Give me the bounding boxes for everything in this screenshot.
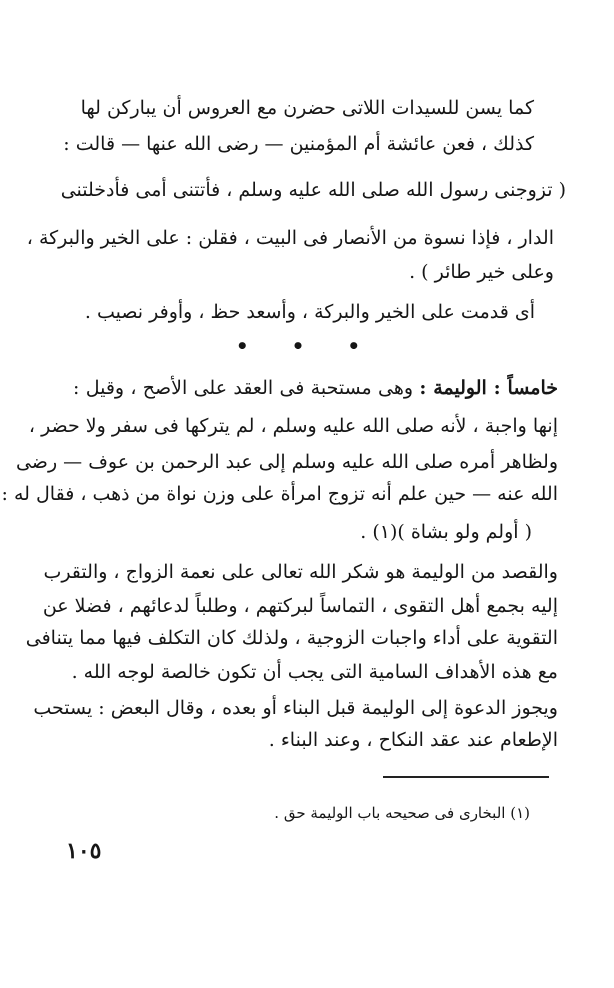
- text-line-17: الإطعام عند عقد النكاح ، وعند البناء .: [268, 729, 558, 751]
- text-line-2: كذلك ، فعن عائشة أم المؤمنين — رضى الله عنها — قالت :: [63, 133, 534, 155]
- text-line-15: مع هذه الأهداف السامية التى يجب أن تكون خالصة لوجه الله .: [71, 661, 558, 683]
- text-line-12: والقصد من الوليمة هو شكر الله تعالى على نعمة الزواج ، والتقرب: [43, 561, 558, 583]
- text-line-14: التقوية على أداء واجبات الزوجية ، ولذلك كان التكلف فيها مما يتنافى: [25, 627, 558, 649]
- text-line-3: ( تزوجنى رسول الله صلى الله عليه وسلم ، فأتتنى أمى فأدخلتنى: [60, 179, 566, 201]
- text-line-5: وعلى خير طائر ) .: [409, 261, 554, 283]
- text-line-10: الله عنه — حين علم أنه تزوج امرأة على وزن نواة من ذهب ، فقال له :: [1, 483, 558, 505]
- text-line-6: أى قدمت على الخير والبركة ، وأسعد حظ ، وأوفر نصيب .: [84, 301, 535, 323]
- text-line-4: الدار ، فإذا نسوة من الأنصار فى البيت ، فقلن : على الخير والبركة ،: [26, 227, 554, 249]
- section-separator: • • •: [235, 334, 379, 358]
- text-line-16: ويجوز الدعوة إلى الوليمة قبل البناء أو بعده ، وقال البعض : يستحب: [33, 697, 558, 719]
- footnote: (١) البخارى فى صحيحه باب الوليمة حق .: [274, 804, 530, 822]
- text-line-13: إليه بجمع أهل التقوى ، التماساً لبركتهم ، وطلباً لدعائهم ، فضلا عن: [42, 595, 558, 617]
- text-line-9: ولظاهر أمره صلى الله عليه وسلم إلى عبد الرحمن بن عوف — رضى: [15, 451, 558, 473]
- footnote-divider: [383, 776, 549, 778]
- text-line-8: إنها واجبة ، لأنه صلى الله عليه وسلم ، لم يتركها فى سفر ولا حضر ،: [28, 415, 558, 437]
- text-line-7-body: وهى مستحبة فى العقد على الأصح ، وقيل :: [73, 377, 414, 399]
- text-line-11: ( أولم ولو بشاة )(١) .: [360, 521, 532, 543]
- section-heading: خامساً : الوليمة :: [419, 377, 558, 399]
- text-line-7: [73, 370, 558, 406]
- page-number: ١٠٥: [66, 838, 102, 864]
- text-line-1: كما يسن للسيدات اللاتى حضرن مع العروس أن يباركن لها: [80, 97, 534, 119]
